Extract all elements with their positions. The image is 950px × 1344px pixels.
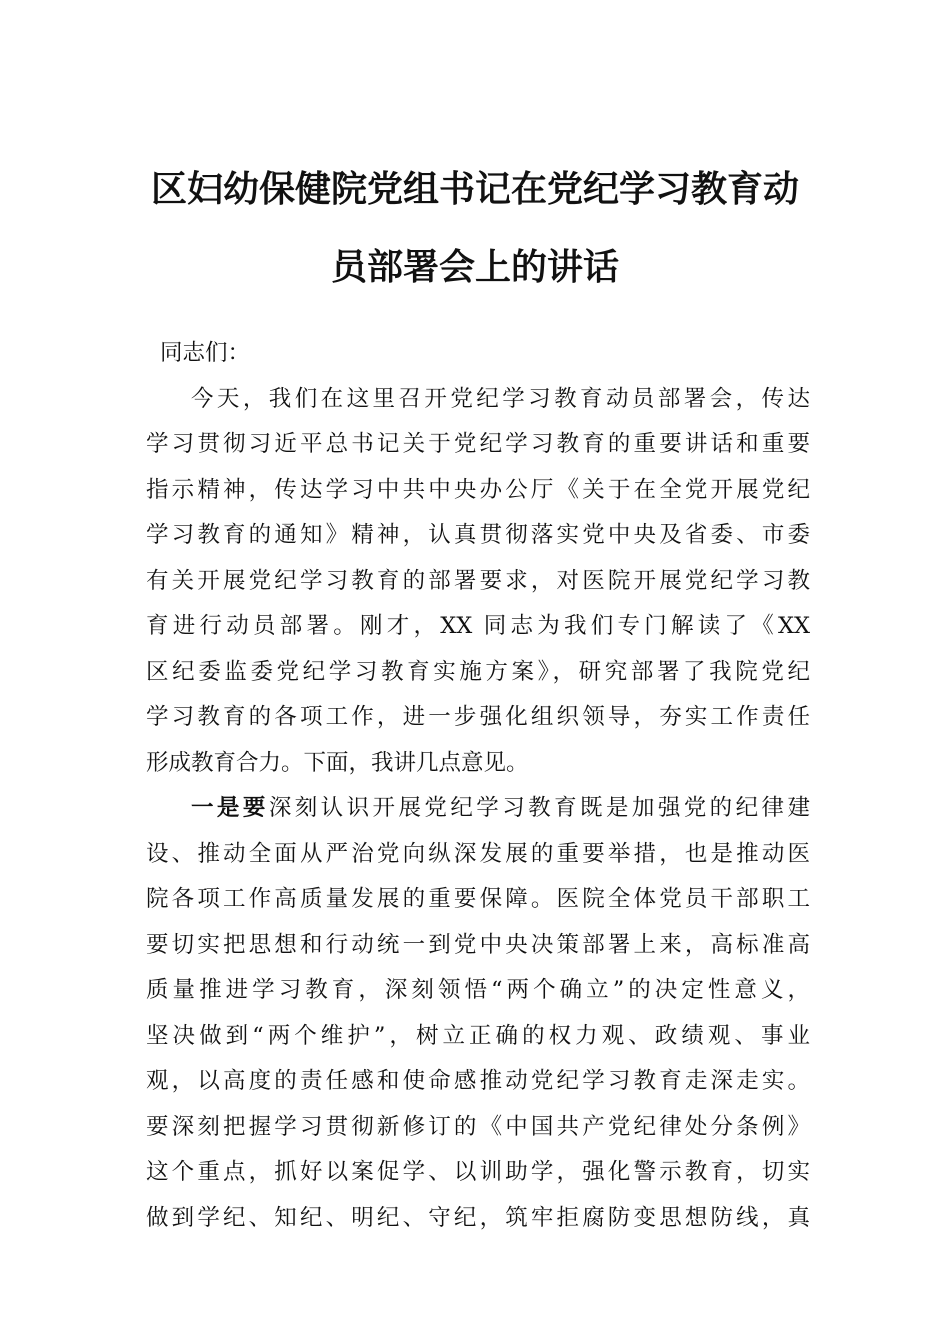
- paragraph-1-line: 区纪委监委党纪学习教育实施方案》，研究部署了我院党纪: [146, 658, 810, 685]
- paragraph-1-line: 有关开展党纪学习教育的部署要求，对医院开展党纪学习教: [146, 567, 810, 594]
- paragraph-2-line: 要深刻把握学习贯彻新修订的《中国共产党纪律处分条例》: [146, 1113, 810, 1140]
- paragraph-1-line: 学习教育的通知》精神，认真贯彻落实党中央及省委、市委: [146, 522, 810, 548]
- paragraph-2-line: 观，以高度的责任感和使命感推动党纪学习教育走深走实。: [146, 1068, 810, 1094]
- paragraph-2-line: 做到学纪、知纪、明纪、守纪，筑牢拒腐防变思想防线，真: [146, 1204, 810, 1231]
- paragraph-1-line: 学习贯彻习近平总书记关于党纪学习教育的重要讲话和重要: [146, 431, 810, 457]
- paragraph-2-lead: 一是要: [191, 795, 269, 821]
- paragraph-2-line: 设、推动全面从严治党向纵深发展的重要举措，也是推动医: [146, 840, 810, 867]
- paragraph-1-line: 育进行动员部署。刚才，XX 同志为我们专门解读了《XX: [146, 613, 810, 639]
- paragraph-2-line: 这个重点，抓好以案促学、以训助学，强化警示教育，切实: [146, 1159, 810, 1185]
- paragraph-2: [146, 786, 810, 1241]
- paragraph-2-line: 坚决做到“两个维护”，树立正确的权力观、政绩观、事业: [146, 1022, 810, 1049]
- paragraph-2-line: 院各项工作高质量发展的重要保障。医院全体党员干部职工: [146, 886, 810, 912]
- paragraph-1: [146, 377, 810, 787]
- paragraph-2-line: 质量推进学习教育，深刻领悟“两个确立”的决定性意义，: [146, 977, 810, 1003]
- paragraph-2-line: 要切实把思想和行动统一到党中央决策部署上来，高标准高: [146, 931, 810, 958]
- greeting: 同志们：: [160, 340, 251, 366]
- title-line-1: 区妇幼保健院党组书记在党纪学习教育动: [150, 168, 799, 210]
- document-title: [140, 150, 810, 306]
- paragraph-2-first-line: [146, 786, 810, 832]
- paragraph-1-line: 指示精神，传达学习中共中央办公厅《关于在全党开展党纪: [146, 476, 810, 503]
- paragraph-1-line: 今天，我们在这里召开党纪学习教育动员部署会，传达: [191, 385, 810, 412]
- paragraph-1-line: 学习教育的各项工作，进一步强化组织领导，夯实工作责任: [146, 704, 810, 730]
- paragraph-1-line: 形成教育合力。下面，我讲几点意见。: [146, 749, 529, 776]
- paragraph-2-first-text: 深刻认识开展党纪学习教育既是加强党的纪律建: [268, 795, 810, 821]
- title-line-2: 员部署会上的讲话: [330, 246, 619, 288]
- document-body: [146, 331, 810, 1241]
